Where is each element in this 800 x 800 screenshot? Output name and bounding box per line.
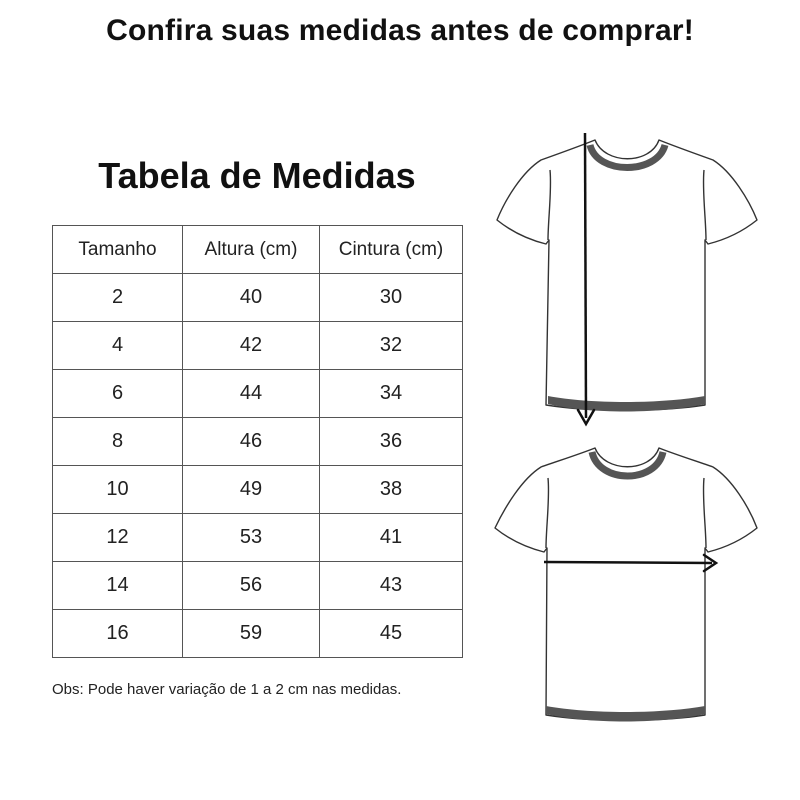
cell-height: 59 <box>183 610 320 658</box>
cell-waist: 45 <box>320 610 463 658</box>
header-size: Tamanho <box>53 226 183 274</box>
cell-waist: 43 <box>320 562 463 610</box>
cell-waist: 38 <box>320 466 463 514</box>
header-waist: Cintura (cm) <box>320 226 463 274</box>
header-height: Altura (cm) <box>183 226 320 274</box>
cell-size: 12 <box>53 514 183 562</box>
cell-size: 6 <box>53 370 183 418</box>
cell-size: 2 <box>53 274 183 322</box>
cell-height: 56 <box>183 562 320 610</box>
measurement-note: Obs: Pode haver variação de 1 a 2 cm nas medidas. <box>52 681 402 698</box>
cell-waist: 34 <box>320 370 463 418</box>
cell-size: 4 <box>53 322 183 370</box>
table-title: Tabela de Medidas <box>98 155 416 196</box>
cell-size: 8 <box>53 418 183 466</box>
cell-height: 53 <box>183 514 320 562</box>
cell-waist: 32 <box>320 322 463 370</box>
cell-height: 49 <box>183 466 320 514</box>
page-banner: Confira suas medidas antes de comprar! <box>106 14 694 47</box>
cell-size: 14 <box>53 562 183 610</box>
cell-height: 40 <box>183 274 320 322</box>
cell-waist: 30 <box>320 274 463 322</box>
cell-height: 42 <box>183 322 320 370</box>
cell-height: 44 <box>183 370 320 418</box>
cell-waist: 36 <box>320 418 463 466</box>
cell-size: 10 <box>53 466 183 514</box>
cell-size: 16 <box>53 610 183 658</box>
cell-height: 46 <box>183 418 320 466</box>
cell-waist: 41 <box>320 514 463 562</box>
